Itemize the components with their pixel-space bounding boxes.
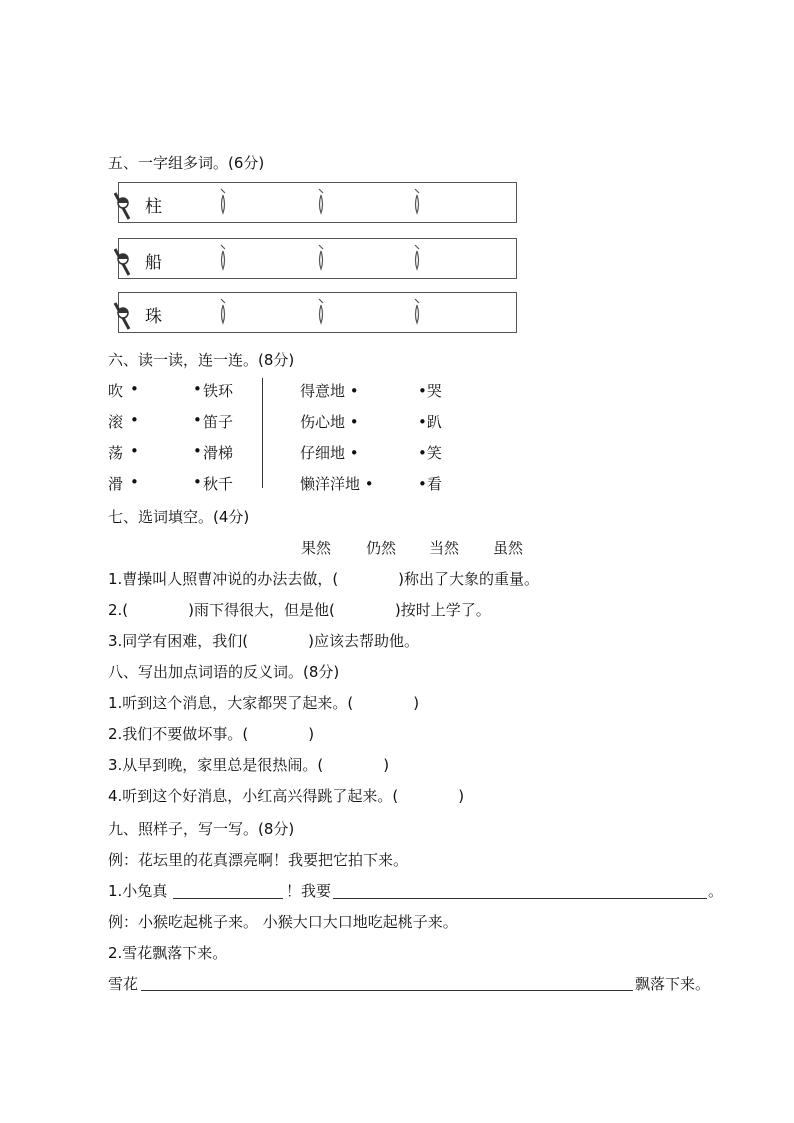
section8-title: 八、写出加点词语的反义词。(8分)	[108, 663, 340, 681]
match-dot[interactable]: •	[130, 380, 139, 398]
box-character: 珠	[145, 307, 162, 327]
match-object-word: 笛子	[203, 413, 234, 431]
question-line: 3.同学有困难，我们( )应该去帮助他。	[108, 632, 420, 650]
pencil-icon	[315, 243, 327, 273]
match-dot[interactable]: •	[193, 473, 202, 491]
pencil-icon	[315, 187, 327, 217]
word-choice: 虽然	[493, 539, 524, 557]
box-character: 柱	[145, 197, 162, 217]
section6-title: 六、读一读，连一连。(8分)	[108, 351, 295, 369]
section5-title: 五、一字组多词。(6分)	[108, 154, 265, 172]
match-left-word: 滑	[108, 475, 124, 493]
dotted-word: 哭了	[272, 694, 303, 712]
question-line: 2.雪花飘落下来。	[108, 944, 228, 962]
section7-title: 七、选词填空。(4分)	[108, 508, 250, 526]
match-left-word: 吹	[108, 382, 124, 400]
box-character: 船	[145, 253, 162, 273]
word-box-row	[118, 238, 517, 279]
match-adverb-word: 伤心地 •	[300, 413, 359, 431]
question-line: 2.( )雨下得很大，但是他( )按时上学了。	[108, 601, 491, 619]
match-dot[interactable]: •	[130, 442, 139, 460]
match-verb-word: •趴	[418, 413, 442, 431]
answer-line[interactable]	[333, 898, 707, 899]
question-line: 4.听到这个好消息，小红高兴得跳了起来。( )	[108, 787, 465, 805]
question-mid: ！我要	[286, 882, 332, 900]
match-dot[interactable]: •	[193, 380, 202, 398]
column-divider	[262, 378, 263, 488]
question-line: 2.我们不要做坏事。( )	[108, 725, 315, 743]
question-line: 3.从早到晚，家里总是很热闹。( )	[108, 756, 390, 774]
pencil-icon	[315, 297, 327, 327]
question-end: 。	[708, 882, 724, 900]
match-adverb-word: 懒洋洋地 •	[300, 475, 374, 493]
pencil-icon	[411, 297, 423, 327]
pencil-icon	[411, 243, 423, 273]
section9-title: 九、照样子，写一写。(8分)	[108, 820, 295, 838]
answer-line[interactable]	[173, 898, 283, 899]
match-left-word: 荡	[108, 444, 124, 462]
word-choice: 当然	[429, 539, 460, 557]
dotted-word: 高兴	[272, 787, 303, 805]
pencil-kid-icon	[109, 189, 135, 223]
match-adverb-word: 得意地 •	[300, 382, 359, 400]
pencil-kid-icon	[109, 299, 135, 333]
example-sentence: 例：花坛里的花真漂亮啊！我要把它拍下来。	[108, 851, 409, 869]
match-object-word: 铁环	[203, 382, 234, 400]
match-adverb-word: 仔细地 •	[300, 444, 359, 462]
pencil-kid-icon	[109, 245, 135, 279]
word-box-row	[118, 292, 517, 333]
match-object-word: 秋千	[203, 475, 234, 493]
match-dot[interactable]: •	[130, 411, 139, 429]
match-dot[interactable]: •	[193, 442, 202, 460]
match-left-word: 滚	[108, 413, 124, 431]
match-dot[interactable]: •	[130, 473, 139, 491]
match-verb-word: •哭	[418, 382, 442, 400]
word-choice: 果然	[301, 539, 332, 557]
question-prefix: 1.小兔真	[108, 882, 168, 900]
question-line: 1.听到这个消息，大家都哭了起来。( )	[108, 694, 420, 712]
word-choice: 仍然	[366, 539, 397, 557]
answer-line[interactable]	[141, 990, 633, 991]
pencil-icon	[217, 297, 229, 327]
question-prefix: 雪花	[108, 975, 139, 993]
match-verb-word: •笑	[418, 444, 442, 462]
match-verb-word: •看	[418, 475, 442, 493]
dotted-word: 坏事	[197, 725, 228, 743]
pencil-icon	[217, 243, 229, 273]
question-line: 1.曹操叫人照曹冲说的办法去做，( )称出了大象的重量。	[108, 570, 540, 588]
pencil-icon	[217, 187, 229, 217]
question-end: 飘落下来。	[635, 975, 711, 993]
word-box-row	[118, 182, 517, 223]
match-object-word: 滑梯	[203, 444, 234, 462]
dotted-word: 热闹	[272, 756, 303, 774]
pencil-icon	[411, 187, 423, 217]
match-dot[interactable]: •	[193, 411, 202, 429]
example-sentence: 例：小猴吃起桃子来。 小猴大口大口地吃起桃子来。	[108, 913, 458, 931]
